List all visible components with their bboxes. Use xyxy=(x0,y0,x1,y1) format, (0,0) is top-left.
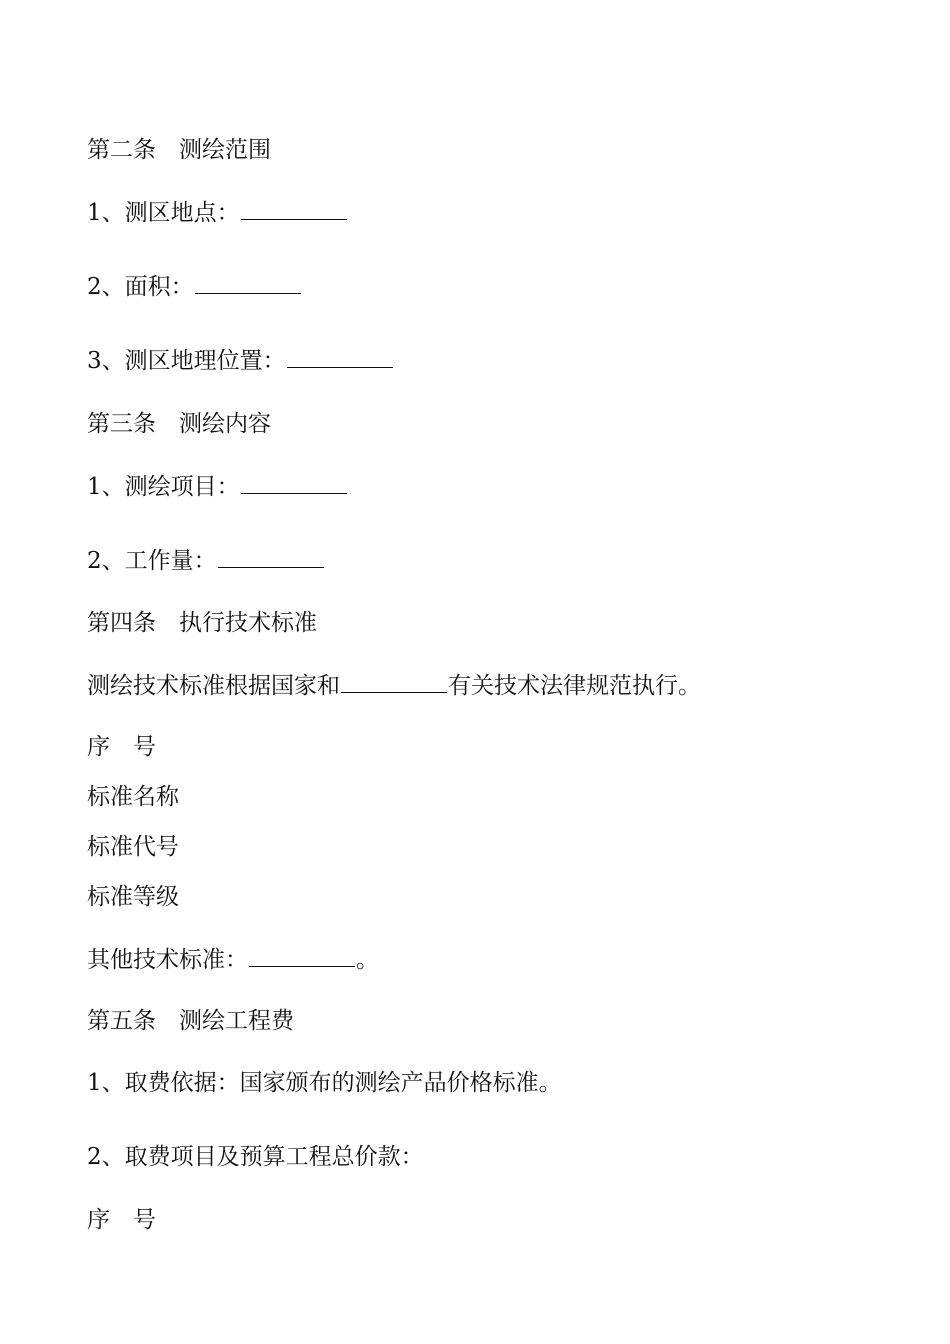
area-label: 2、面积： xyxy=(87,274,194,300)
article-3-heading: 第三条 测绘内容 xyxy=(87,411,271,437)
workload-label: 2、工作量： xyxy=(87,548,217,574)
area-blank xyxy=(195,271,301,294)
geo-position-blank xyxy=(287,345,393,368)
fee-items-line: 2、取费项目及预算工程总价款： xyxy=(87,1144,424,1170)
fee-basis-line: 1、取费依据：国家颁布的测绘产品价格标准。 xyxy=(87,1070,562,1096)
tech-standard-text-before: 测绘技术标准根据国家和 xyxy=(87,673,340,699)
survey-location-blank xyxy=(241,197,347,220)
survey-items-line xyxy=(87,471,348,502)
table2-col-number: 序 号 xyxy=(87,1207,156,1233)
tech-standard-paragraph xyxy=(87,670,701,701)
table1-col-number: 序 号 xyxy=(87,734,156,760)
geo-position-line xyxy=(87,345,394,376)
survey-items-label: 1、测绘项目： xyxy=(87,474,240,500)
tech-standard-blank xyxy=(341,670,447,693)
article-2-heading: 第二条 测绘范围 xyxy=(87,137,271,163)
other-standards-end: 。 xyxy=(356,947,379,973)
table1-col-level: 标准等级 xyxy=(87,884,179,910)
workload-line xyxy=(87,545,325,576)
tech-standard-text-after: 有关技术法律规范执行。 xyxy=(448,673,701,699)
table1-col-name: 标准名称 xyxy=(87,784,179,810)
workload-blank xyxy=(218,545,324,568)
geo-position-label: 3、测区地理位置： xyxy=(87,348,286,374)
survey-location-line xyxy=(87,197,348,228)
survey-location-label: 1、测区地点： xyxy=(87,200,240,226)
survey-items-blank xyxy=(241,471,347,494)
other-standards-label: 其他技术标准： xyxy=(87,947,248,973)
other-standards-blank xyxy=(249,944,355,967)
table1-col-code: 标准代号 xyxy=(87,834,179,860)
area-line xyxy=(87,271,302,302)
article-4-heading: 第四条 执行技术标准 xyxy=(87,610,317,636)
article-5-heading: 第五条 测绘工程费 xyxy=(87,1008,294,1034)
other-standards-line xyxy=(87,944,379,975)
